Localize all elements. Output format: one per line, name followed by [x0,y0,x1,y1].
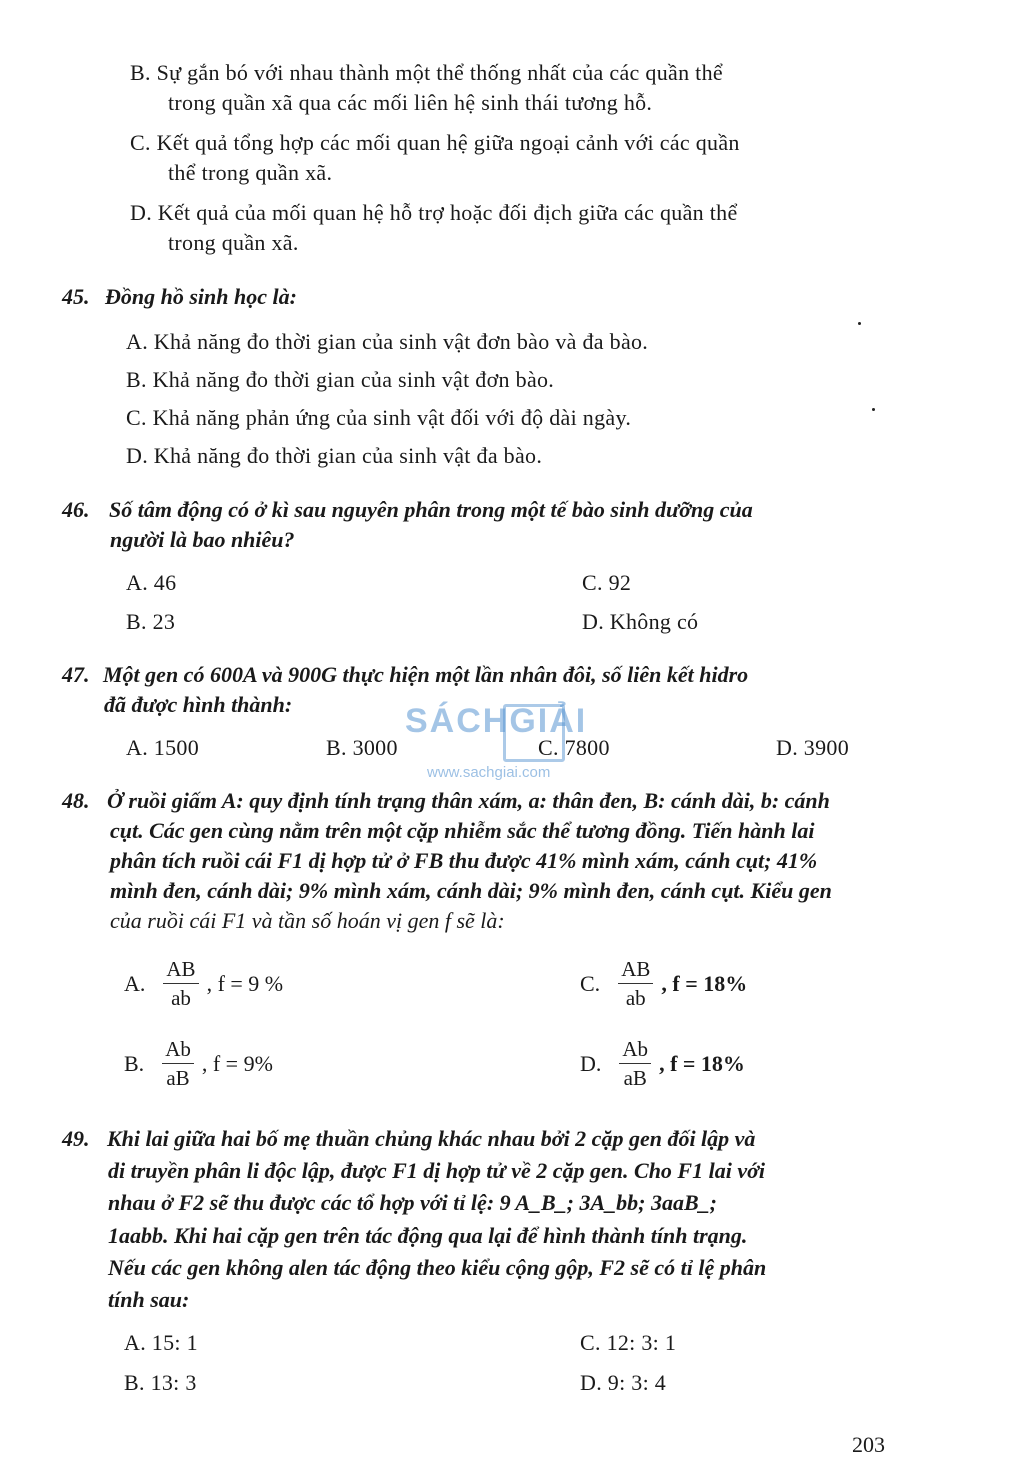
q46-number: 46. [62,497,90,522]
q48-option-d-genotype [619,1035,651,1092]
q49-line1: Khi lai giữa hai bố mẹ thuần chủng khác nhau bởi 2 cặp gen đối lập và [107,1126,756,1151]
genotype-denominator: aB [166,1066,190,1090]
q45-option-a: A. Khả năng đo thời gian của sinh vật đơn bào và đa bào. [126,329,649,354]
q46-option-d: D. Không có [582,609,699,634]
q47-option-b: B. 3000 [326,735,398,760]
q48-line2: cụt. Các gen cùng nằm trên một cặp nhiễm sắc thể tương đồng. Tiến hành lai [110,818,815,843]
q44-option-b: B. Sự gắn bó với nhau thành một thể thống nhất của các quần thể [130,60,723,85]
q45-stem [62,282,297,312]
q44-option-b-cont: trong quần xã qua các mối liên hệ sinh thái tương hỗ. [168,90,653,115]
q45-option-c: C. Khả năng phản ứng của sinh vật đối với độ dài ngày. [126,405,632,430]
genotype-numerator: Ab [162,1035,194,1064]
q48-number: 48. [62,788,90,813]
q49-line3: nhau ở F2 sẽ thu được các tổ hợp với tỉ lệ: 9 A_B_; 3A_bb; 3aaB_; [108,1190,717,1215]
q47-option-d: D. 3900 [776,735,849,760]
q48-option-d-label: D. [580,1050,602,1076]
q48-option-b-label: B. [124,1050,145,1076]
q48-line3: phân tích ruồi cái F1 dị hợp tử ở FB thu được 41% mình xám, cánh cụt; 41% [110,848,818,873]
q46-text-line2: người là bao nhiêu? [110,527,295,552]
q49-number: 49. [62,1126,90,1151]
genotype-denominator: ab [171,986,191,1010]
watermark-brand: SÁCHGIẢI [405,702,588,740]
watermark-url: www.sachgiai.com [427,764,551,781]
q48-option-b-genotype [162,1035,194,1092]
q47-option-c: C. 7800 [538,735,610,760]
q45-text: Đồng hồ sinh học là: [105,284,297,309]
q48-line1: Ở ruồi giấm A: quy định tính trạng thân xám, a: thân đen, B: cánh dài, b: cánh [107,788,830,813]
q47-stem [62,660,748,690]
q48-stem [62,786,830,816]
q48-line5: của ruồi cái F1 và tần số hoán vị gen f sẽ là: [110,908,505,933]
q48-option-d [580,1035,745,1092]
q49-option-d: D. 9: 3: 4 [580,1370,667,1395]
q49-line6: tính sau: [108,1287,190,1312]
q48-option-c [580,955,747,1012]
q48-option-d-frequency: , f = 18% [659,1050,745,1076]
genotype-numerator: Ab [619,1035,651,1064]
q45-option-b: B. Khả năng đo thời gian của sinh vật đơn bào. [126,367,555,392]
q46-stem [62,495,753,525]
q46-option-a: A. 46 [126,570,177,595]
q45-option-d: D. Khả năng đo thời gian của sinh vật đa bào. [126,443,543,468]
q48-option-a [124,955,283,1012]
q49-line2: di truyền phân li độc lập, được F1 dị hợp tử về 2 cặp gen. Cho F1 lai với [108,1158,766,1183]
q48-option-c-label: C. [580,970,601,996]
q44-option-d: D. Kết quả của mối quan hệ hỗ trợ hoặc đối địch giữa các quần thể [130,200,738,225]
q47-option-a: A. 1500 [126,735,199,760]
q49-option-c: C. 12: 3: 1 [580,1330,677,1355]
page-number: 203 [852,1432,885,1457]
q49-option-b: B. 13: 3 [124,1370,197,1395]
q48-option-a-genotype [163,955,198,1012]
q45-number: 45. [62,284,90,309]
q49-line5: Nếu các gen không alen tác động theo kiểu cộng gộp, F2 sẽ có tỉ lệ phân [108,1255,767,1280]
q44-option-c-cont: thể trong quần xã. [168,160,333,185]
q47-number: 47. [62,662,90,687]
q46-option-b: B. 23 [126,609,176,634]
genotype-denominator: aB [623,1066,647,1090]
q49-option-a: A. 15: 1 [124,1330,198,1355]
genotype-numerator: AB [163,955,198,984]
q44-option-c: C. Kết quả tổng hợp các mối quan hệ giữa ngoại cảnh với các quần [130,130,740,155]
q48-option-c-genotype [618,955,653,1012]
q47-text-line1: Một gen có 600A và 900G thực hiện một lần nhân đôi, số liên kết hidro [103,662,749,687]
q48-option-b [124,1035,273,1092]
q48-option-c-frequency: , f = 18% [661,970,748,996]
q49-stem [62,1124,755,1154]
scan-speck [872,408,875,411]
q44-option-d-cont: trong quần xã. [168,230,299,255]
q48-line4: mình đen, cánh dài; 9% mình xám, cánh dài; 9% mình đen, cánh cụt. Kiểu gen [110,878,832,903]
genotype-denominator: ab [625,986,646,1010]
genotype-numerator: AB [618,955,653,984]
q46-text-line1: Số tâm động có ở kì sau nguyên phân trong một tế bào sinh dưỡng của [109,497,753,522]
q48-option-a-label: A. [124,970,146,996]
q46-option-c: C. 92 [582,570,632,595]
scan-speck [858,322,861,325]
q47-text-line2: đã được hình thành: [104,692,293,717]
q49-line4: 1aabb. Khi hai cặp gen trên tác động qua lại để hình thành tính trạng. [108,1223,748,1248]
q48-option-b-frequency: , f = 9% [201,1050,273,1076]
q48-option-a-frequency: , f = 9 % [206,970,284,996]
